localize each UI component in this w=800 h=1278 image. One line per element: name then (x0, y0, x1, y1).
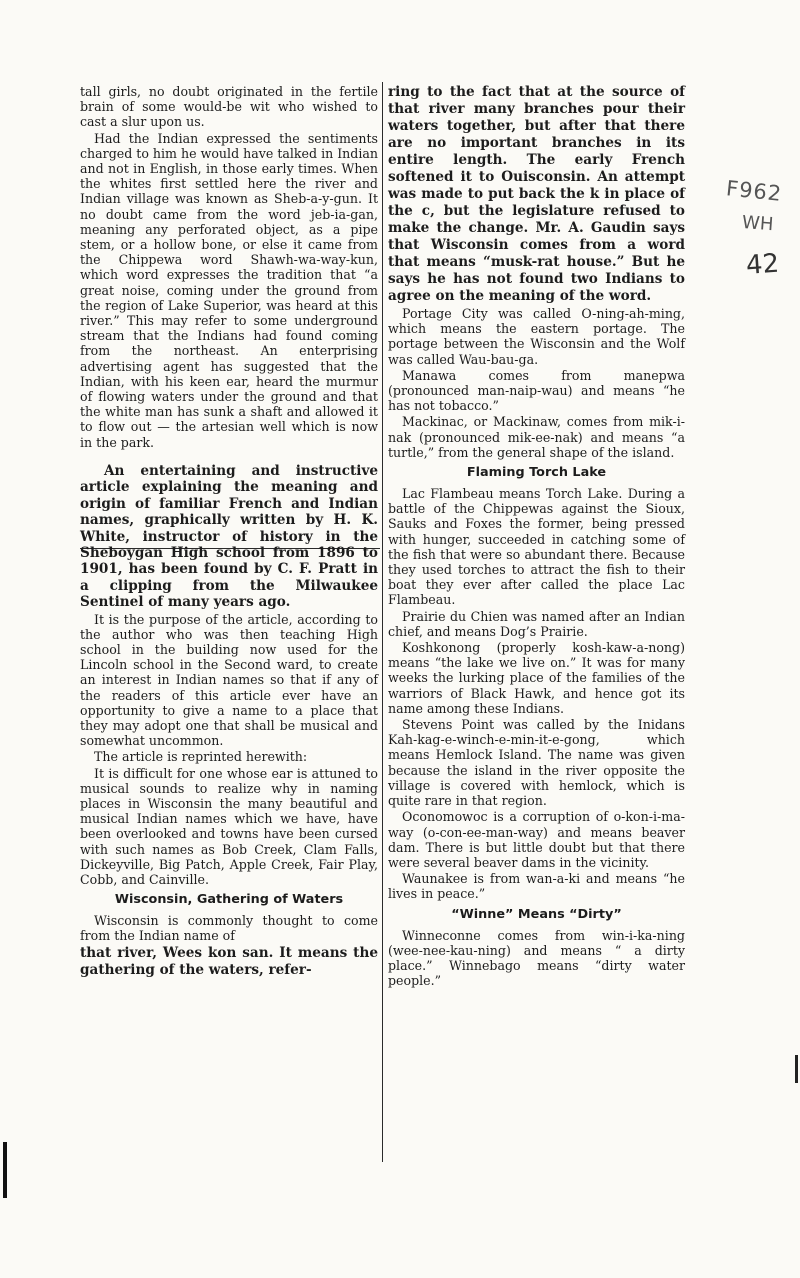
paragraph: tall girls, no doubt originated in the fertile brain of some would-be wit who wished to cast a slur upon us. (80, 84, 378, 130)
paragraph: Lac Flambeau means Torch Lake. During a battle of the Chippewas against the Sioux, Sauks and Foxes the former, being pressed with hunger, succeeded in catching some of the fish that were so abundant there. Because they used torches to attract the fish to their boat they ever after called the place Lac Flambeau. (388, 486, 685, 608)
paragraph: Mackinac, or Mackinaw, comes from mik-i-nak (pronounced mik-ee-nak) and means “a turtle,” from the general shape of the island. (388, 414, 685, 460)
subhead-flaming-torch-lake: Flaming Torch Lake (466, 465, 607, 481)
paragraph: Winneconne comes from win-i-ka-ning (wee-nee-kau-ning) and means “ a dirty place.” Winnebago means “dirty water people.” (388, 927, 685, 989)
right-column (388, 84, 685, 989)
paragraph: The article is reprinted herewith: (94, 749, 308, 765)
paragraph: Wisconsin is commonly thought to come from the Indian name of (80, 913, 378, 944)
handwritten-line-2: WH (741, 212, 775, 236)
paragraph: Oconomowoc is a corruption of o-kon-i-ma-way (o-con-ee-man-way) and means beaver dam. There is but little doubt but that there were several beaver dams in the vicinity. (388, 809, 685, 870)
lead-paragraph: An entertaining and instructive article explaining the meaning and origin of familiar French and Indian names, graphically written by H. K. White, instructor of history in the Sheboygan High school from 1896 to 1901, has been found by C. F. Pratt in a clipping from the Milwaukee Sentinel of many years ago. (80, 462, 378, 611)
paragraph: Manawa comes from manepwa (pronounced man-naip-wau) and means “he has not tobacco.” (388, 367, 685, 414)
paragraph: Had the Indian expressed the sentiments charged to him he would have talked in Indian and not in English, in those early times. When the whites first settled here the river and Indian village was known as Sheb-a-y-gun. It no doubt came from the word jeb-ia-gan, meaning any perforated object, as a pipe stem, or a hollow bone, or else it came from the Chippewa word Shawh-wa-way-kun, which word expresses the tradition that “a great noise, coming under the ground from the region of Lake Superior, was heard at this river.” This may refer to some underground stream that the Indians had found coming from the northeast. An enterprising advertising agent has suggested that the Indian, with his keen ear, heard the murmur of flowing waters under the ground and that the white man has sunk a shaft and allowed it to flow out — the artesian well which is now in the park. (80, 130, 379, 450)
handwritten-line-1: F962 (724, 176, 784, 206)
paragraph: It is the purpose of the article, according to the author who was then teaching High school in the building now used for the Lincoln school in the Second ward, to create an interest in Indian names so that if any of the readers of this article ever have an opportunity to give a name to a place that they may adopt one that shall be musical and somewhat uncommon. (80, 611, 378, 749)
subhead-winne-means-dirty: “Winne” Means “Dirty” (451, 906, 622, 922)
paragraph: Koshkonong (properly kosh-kaw-a-nong) means “the lake we live on.” It was for many weeks the lurking place of the families of the warriors of Black Hawk, and hence got its name among these Indians. (388, 640, 685, 716)
subhead-wisconsin: Wisconsin, Gathering of Waters (114, 892, 344, 908)
paragraph: Stevens Point was called by the Inidans Kah-kag-e-winch-e-min-it-e-gong, which means Hemlock Island. The name was given because the island in the river opposite the village is covered with hemlock, which is quite rare in that region. (388, 717, 685, 809)
handwritten-annotation (724, 176, 800, 281)
scan-edge-mark-right (795, 1055, 798, 1083)
bold-paragraph-tail: that river, Wees kon san. It means the gathering of the waters, refer- (80, 944, 378, 978)
scan-edge-mark (3, 1142, 7, 1198)
paragraph: Portage City was called O-ning-ah-ming, which means the eastern portage. The portage between the Wisconsin and the Wolf was called Wau-bau-ga. (388, 306, 685, 367)
paragraph: It is difficult for one whose ear is attuned to musical sounds to realize why in naming places in Wisconsin the many beautiful and musical Indian names which we have, have been overlooked and towns have been cursed with such names as Bob Creek, Clam Falls, Dickeyville, Big Patch, Apple Creek, Fair Play, Cobb, and Cainville. (80, 765, 378, 887)
handwritten-page-number: 42 (745, 248, 781, 281)
left-column (80, 84, 378, 980)
paragraph: Prairie du Chien was named after an Indian chief, and means Dog’s Prairie. (388, 608, 685, 639)
paragraph: Waunakee is from wan-a-ki and means “he lives in peace.” (388, 871, 685, 902)
paragraph-continued: ring to the fact that at the source of that river many branches pour their waters together, but after that there are no important branches in its entire length. The early French softened it to Ouisconsin. An attempt was made to put back the k in place of the c, but the legislature refused to make the change. Mr. A. Gaudin says that Wisconsin comes from a word that means “musk-rat house.” But he says he has not found two Indians to agree on the meaning of the word. (388, 84, 685, 304)
column-divider (382, 82, 383, 1162)
